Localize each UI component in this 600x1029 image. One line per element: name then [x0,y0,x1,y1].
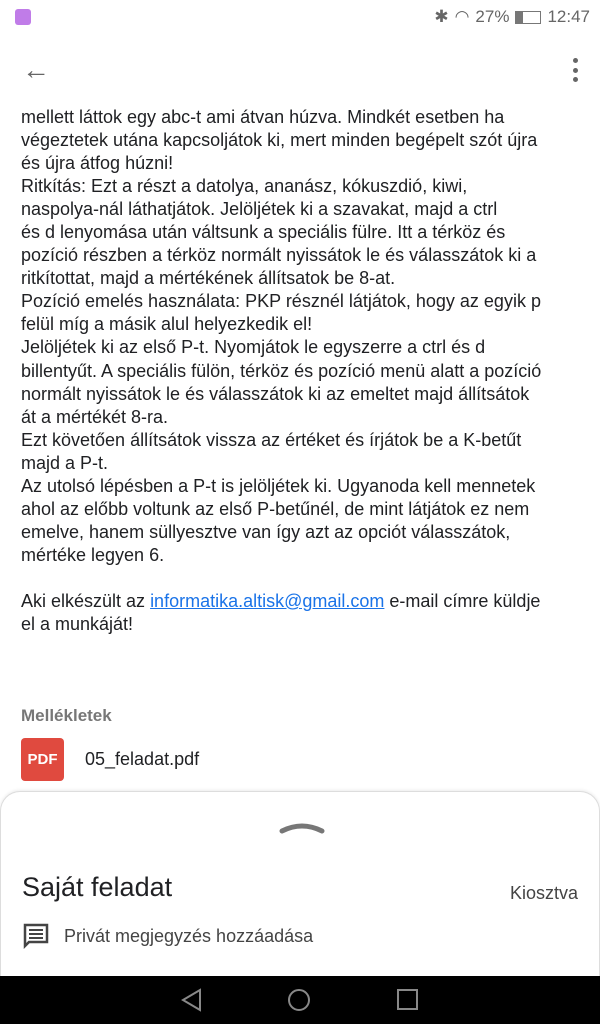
body-line: ahol az előbb voltunk az első P-betűnél, de mint látjátok ez nem [21,498,530,519]
nav-recents-icon[interactable] [398,990,417,1009]
closing-line: el a munkáját! [21,614,134,635]
assignment-description [21,106,541,636]
closing-line [21,590,541,613]
navigation-bar [0,976,600,1024]
body-line: és d lenyomása után váltsunk a speciális fülre. Itt a térköz és [21,222,506,243]
bluetooth-icon: ✱ [434,7,449,26]
battery-icon [515,11,541,24]
closing-text: e-mail címre küldje [384,590,541,611]
body-line: Jelöljétek ki az első P-t. Nyomjátok le egyszerre a ctrl és d [21,337,486,358]
wifi-icon: ◠ [454,7,470,26]
bottom-sheet[interactable] [0,791,600,976]
body-line: felül míg a másik alul helyezkedik el! [21,314,313,335]
assignment-status: Kiosztva [509,883,578,903]
nav-back-icon[interactable] [183,990,200,1010]
body-line: mellett láttok egy abc-t ami átvan húzva. Mindkét esetben ha [21,107,505,127]
body-line: és újra átfog húzni! [21,153,174,174]
body-line: naspolya-nál láthatjátok. Jelöljétek ki a szavakat, majd a ctrl [21,199,498,220]
chevron-up-icon[interactable] [279,820,325,834]
battery-percent: 27% [475,7,510,26]
body-line: Az utolsó lépésben a P-t is jelöljétek ki. Ugyanoda kell mennetek [21,475,536,496]
body-line: normált nyissátok le és válasszátok ki az emeltet majd állítsátok [21,383,530,404]
body-line: Pozíció emelés használata: PKP résznél látjátok, hogy az egyik p [21,291,541,312]
body-line: pozíció részben a térköz normált nyissátok le és válasszátok ki a [21,245,537,266]
add-private-comment-label: Privát megjegyzés hozzáadása [64,925,314,946]
body-line: Ezt követően állítsátok vissza az értéket és írjátok be a K-betűt [21,429,522,450]
add-private-comment[interactable] [22,922,313,950]
body-line: végeztetek utána kapcsoljátok ki, mert minden begépelt szót újra [21,130,538,151]
body-line: mértéke legyen 6. [21,544,165,565]
body-line: ritkítottat, majd a mértékének állítsatok be 8-at. [21,268,396,289]
app-notification-icon [15,9,31,25]
comment-icon [22,922,50,950]
nav-home-icon[interactable] [289,990,309,1010]
status-bar [0,0,600,34]
body-line: majd a P-t. [21,452,109,473]
body-line: át a mértékét 8-ra. [21,406,169,427]
sheet-title: Saját feladat [22,872,173,902]
body-line: emelve, hanem süllyesztve van így azt az opciót válasszátok, [21,521,511,542]
attachments-heading: Mellékletek [21,706,112,725]
more-options-icon[interactable] [570,58,580,82]
back-arrow-icon[interactable]: ← [22,54,50,85]
closing-text: Aki elkészült az [21,590,151,611]
clock: 12:47 [547,7,590,26]
body-line: billentyűt. A speciális fülön, térköz és pozíció menü alatt a pozíció [21,360,542,381]
email-link[interactable]: informatika.altisk@gmail.com [150,590,385,611]
app-bar [0,48,600,92]
body-line: Ritkítás: Ezt a részt a datolya, ananász, kókuszdió, kiwi, [21,176,468,197]
attachment-name[interactable]: 05_feladat.pdf [85,749,200,769]
pdf-icon[interactable]: PDF [21,738,64,781]
